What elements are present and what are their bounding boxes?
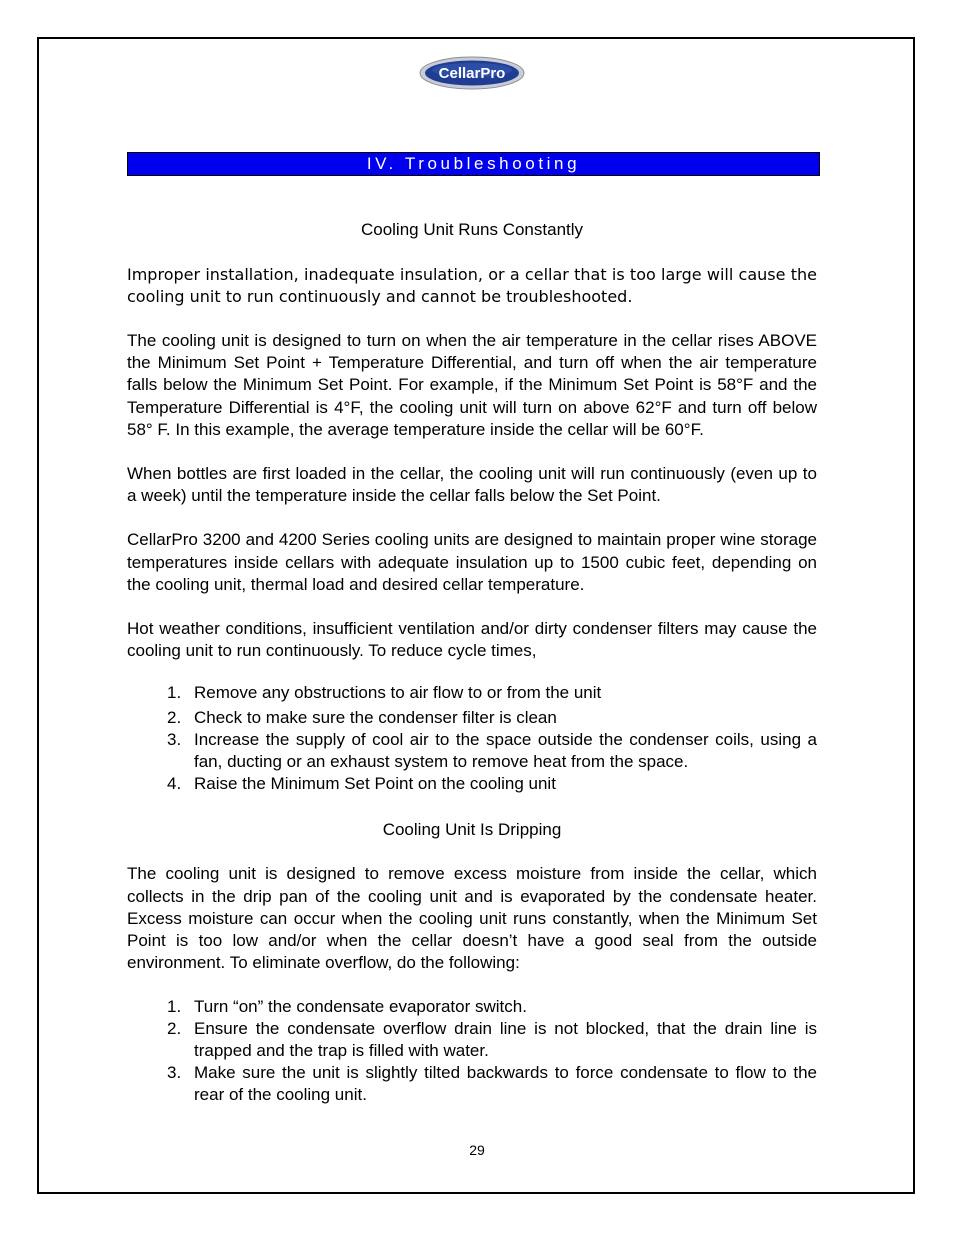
list-item: 1. Remove any obstructions to air flow to or from the unit [167, 683, 602, 703]
cycle-reduction-list [127, 682, 817, 795]
logo-text: CellarPro [438, 65, 506, 82]
section-heading-runs-constantly: Cooling Unit Runs Constantly [360, 220, 584, 239]
list-item: 3. Increase the supply of cool air to the space outside the condenser coils, using a fan, ducting or an exhaust system to remove heat from the space. [167, 730, 817, 772]
paragraph-hot-weather: Hot weather conditions, insufficient ventilation and/or dirty condenser filters may cause the cooling unit to run continuously. To reduce cycle times, [127, 619, 817, 661]
page-content [127, 219, 817, 1106]
list-item: 4. Raise the Minimum Set Point on the cooling unit [167, 774, 556, 794]
section-banner: IV. Troubleshooting [127, 152, 820, 176]
paragraph-initial-loading: When bottles are first loaded in the cellar, the cooling unit will run continuously (even up to a week) until the temperature inside the cellar falls below the Set Point. [127, 464, 817, 506]
list-item: 2. Check to make sure the condenser filter is clean [167, 708, 557, 728]
paragraph-cycle-description: The cooling unit is designed to turn on when the air temperature in the cellar rises ABOVE the Minimum Set Point + Temperature Differential, and turn off when the air temperature falls below the Minimum Set Point. For example, if the Minimum Set Point is 58°F and the Temperature Differential is 4°F, the cooling unit will turn on above 62°F and turn off below 58° F. In this example, the average temperature inside the cellar will be 60°F. [127, 331, 817, 439]
list-item: 2. Ensure the condensate overflow drain line is not blocked, that the drain line is trapped and the trap is filled with water. [167, 1019, 817, 1061]
installation-note: Improper installation, inadequate insulation, or a cellar that is too large will cause the cooling unit to run continuously and cannot be troubleshooted. [127, 265, 817, 306]
list-item: 1. Turn “on” the condensate evaporator switch. [167, 997, 527, 1017]
paragraph-capacity: CellarPro 3200 and 4200 Series cooling units are designed to maintain proper wine storage temperatures inside cellars with adequate insulation up to 1500 cubic feet, depending on the cooling unit, thermal load and desired cellar temperature. [127, 530, 817, 594]
cellarpro-logo [419, 56, 525, 90]
paragraph-moisture: The cooling unit is designed to remove excess moisture from inside the cellar, which collects in the drip pan of the cooling unit and is evaporated by the condensate heater. Excess moisture can occur when the cooling unit runs constantly, when the Minimum Set Point is too low and/or when the cellar doesn’t have a good seal from the outside environment. To eliminate overflow, do the following: [127, 864, 817, 973]
page-number: 29 [469, 1142, 485, 1158]
list-item: 3. Make sure the unit is slightly tilted backwards to force condensate to flow to the rear of the cooling unit. [167, 1063, 817, 1105]
overflow-steps-list [127, 996, 817, 1106]
section-heading-dripping: Cooling Unit Is Dripping [382, 820, 562, 840]
